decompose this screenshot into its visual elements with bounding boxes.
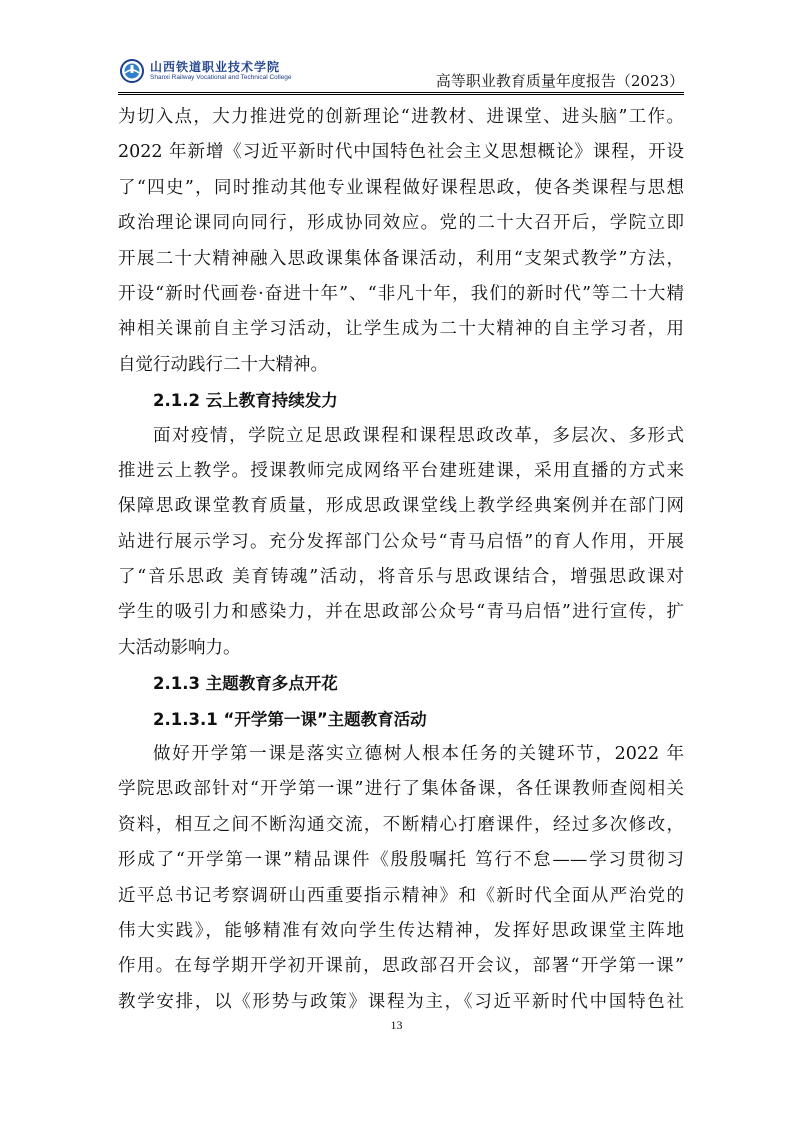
paragraph-line: 大活动影响力。 — [118, 637, 241, 658]
paragraph-line: 保障思政课堂教育质量，形成思政课堂线上教学经典案例并在部门网 — [118, 496, 684, 517]
paragraph-line: 开展二十大精神融入思政课集体备课活动，利用“支架式教学”方法， — [118, 248, 684, 269]
school-name-cn: 山西铁道职业技术学院 — [150, 60, 281, 74]
document-body — [118, 100, 684, 1020]
paragraph-line: 开设“新时代画卷·奋进十年”、“非凡十年，我们的新时代”等二十大精 — [118, 283, 684, 304]
paragraph-line: 教学安排，以《形势与政策》课程为主，《习近平新时代中国特色社 — [118, 991, 684, 1012]
paragraph-line: 了“四史”，同时推动其他专业课程做好课程思政，使各类课程与思想 — [118, 177, 684, 198]
page-header — [118, 56, 684, 92]
section-heading: 2.1.2 云上教育持续发力 — [153, 391, 338, 411]
paragraph-line: 形成了“开学第一课”精品课件《殷殷嘱托 笃行不怠——学习贯彻习 — [118, 850, 684, 871]
paragraph-line: 为切入点，大力推进党的创新理论“进教材、进课堂、进头脑”工作。 — [118, 107, 684, 127]
paragraph-line: 学院思政部针对“开学第一课”进行了集体备课，各任课教师查阅相关 — [118, 779, 684, 800]
page-number: 13 — [390, 1018, 403, 1032]
paragraph-line: 自觉行动践行二十大精神。 — [118, 354, 328, 375]
header-divider — [118, 92, 684, 93]
school-logo — [118, 56, 368, 88]
paragraph-line: 政治理论课同向同行，形成协同效应。党的二十大召开后，学院立即 — [118, 213, 684, 234]
paragraph-line: 站进行展示学习。充分发挥部门公众号“青马启悟”的育人作用，开展 — [118, 531, 684, 552]
section-heading: 2.1.3 主题教育多点开花 — [153, 674, 338, 694]
paragraph-line: 作用。在每学期开学初开课前，思政部召开会议，部署“开学第一课” — [118, 956, 684, 977]
paragraph-line: 推进云上教学。授课教师完成网络平台建班建课，采用直播的方式来 — [118, 460, 684, 481]
header-divider-secondary — [118, 94, 684, 95]
paragraph-line: 做好开学第一课是落实立德树人根本任务的关键环节，2022 年 — [153, 744, 684, 765]
paragraph-line: 面对疫情，学院立足思政课程和课程思政改革，多层次、多形式 — [153, 425, 684, 446]
paragraph-line: 资料，相互之间不断沟通交流，不断精心打磨课件，经过多次修改， — [118, 814, 684, 835]
section-heading: 2.1.3.1 “开学第一课”主题教育活动 — [153, 709, 427, 729]
paragraph-line: 学生的吸引力和感染力，并在思政部公众号“青马启悟”进行宣传，扩 — [118, 602, 684, 623]
paragraph-line: 了“音乐思政 美育铸魂”活动，将音乐与思政课结合，增强思政课对 — [118, 567, 684, 588]
paragraph-line: 近平总书记考察调研山西重要指示精神》和《新时代全面从严治党的 — [118, 885, 684, 906]
school-emblem-icon — [120, 59, 144, 83]
report-title: 高等职业教育质量年度报告（2023） — [435, 72, 684, 90]
paragraph-line: 伟大实践》，能够精准有效向学生传达精神，发挥好思政课堂主阵地 — [118, 920, 684, 941]
school-name-en: Shanxi Railway Vocational and Technical College — [150, 74, 292, 81]
paragraph-line: 神相关课前自主学习活动，让学生成为二十大精神的自主学习者，用 — [118, 319, 684, 340]
paragraph-line: 2022 年新增《习近平新时代中国特色社会主义思想概论》课程，开设 — [118, 142, 684, 163]
